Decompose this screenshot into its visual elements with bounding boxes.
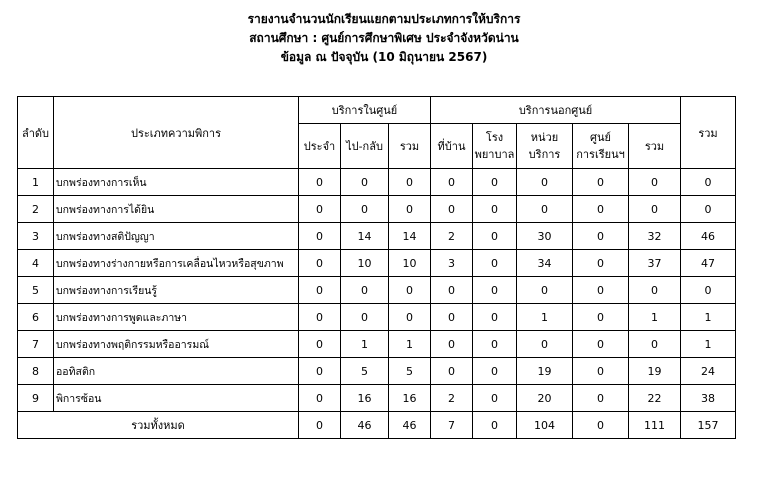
row-service-unit: 0	[517, 331, 573, 358]
row-no: 6	[18, 304, 54, 331]
row-grand-total: 24	[681, 358, 736, 385]
header-hospital: โรง พยาบาล	[473, 124, 517, 169]
report-titles	[0, 10, 768, 67]
table-row	[18, 358, 736, 385]
row-commute: 5	[341, 358, 389, 385]
footer-home: 7	[431, 412, 473, 439]
table-row	[18, 385, 736, 412]
row-learning-center: 0	[573, 358, 629, 385]
row-grand-total: 38	[681, 385, 736, 412]
row-service-unit: 0	[517, 196, 573, 223]
header-home: ที่บ้าน	[431, 124, 473, 169]
row-resident: 0	[299, 277, 341, 304]
table-row	[18, 331, 736, 358]
row-disability-type: บกพร่องทางการเห็น	[54, 169, 299, 196]
footer-out-total: 111	[629, 412, 681, 439]
row-resident: 0	[299, 331, 341, 358]
row-no: 2	[18, 196, 54, 223]
row-learning-center: 0	[573, 385, 629, 412]
footer-grand-total: 157	[681, 412, 736, 439]
row-service-unit: 19	[517, 358, 573, 385]
row-service-unit: 1	[517, 304, 573, 331]
header-in-total: รวม	[389, 124, 431, 169]
row-disability-type: บกพร่องทางการพูดและภาษา	[54, 304, 299, 331]
header-resident: ประจำ	[299, 124, 341, 169]
row-resident: 0	[299, 250, 341, 277]
report-title: รายงานจำนวนนักเรียนแยกตามประเภทการให้บริการ	[247, 12, 521, 26]
footer-row	[18, 412, 736, 439]
row-home: 3	[431, 250, 473, 277]
row-service-unit: 0	[517, 169, 573, 196]
footer-hospital: 0	[473, 412, 517, 439]
row-commute: 0	[341, 304, 389, 331]
student-report-table	[17, 96, 736, 439]
footer-commute: 46	[341, 412, 389, 439]
row-hospital: 0	[473, 250, 517, 277]
row-hospital: 0	[473, 331, 517, 358]
row-resident: 0	[299, 223, 341, 250]
row-service-unit: 34	[517, 250, 573, 277]
row-grand-total: 47	[681, 250, 736, 277]
footer-in-total: 46	[389, 412, 431, 439]
row-disability-type: บกพร่องทางการเรียนรู้	[54, 277, 299, 304]
row-home: 2	[431, 223, 473, 250]
row-resident: 0	[299, 385, 341, 412]
school-name: สถานศึกษา : ศูนย์การศึกษาพิเศษ ประจำจังหวัดน่าน	[249, 31, 519, 45]
row-in-total: 0	[389, 304, 431, 331]
row-in-total: 0	[389, 277, 431, 304]
row-home: 2	[431, 385, 473, 412]
row-hospital: 0	[473, 196, 517, 223]
row-no: 4	[18, 250, 54, 277]
header-learning-center: ศูนย์ การเรียนฯ	[573, 124, 629, 169]
header-out-center-service: บริการนอกศูนย์	[431, 97, 681, 124]
row-out-total: 0	[629, 169, 681, 196]
row-no: 1	[18, 169, 54, 196]
row-learning-center: 0	[573, 169, 629, 196]
row-commute: 10	[341, 250, 389, 277]
row-no: 3	[18, 223, 54, 250]
row-home: 0	[431, 169, 473, 196]
row-grand-total: 0	[681, 196, 736, 223]
header-disability-type: ประเภทความพิการ	[54, 97, 299, 169]
row-out-total: 0	[629, 277, 681, 304]
row-service-unit: 0	[517, 277, 573, 304]
footer-service-unit: 104	[517, 412, 573, 439]
footer-learning-center: 0	[573, 412, 629, 439]
row-commute: 0	[341, 277, 389, 304]
row-disability-type: ออทิสติก	[54, 358, 299, 385]
row-resident: 0	[299, 169, 341, 196]
row-commute: 14	[341, 223, 389, 250]
row-out-total: 22	[629, 385, 681, 412]
row-grand-total: 1	[681, 304, 736, 331]
header-no: ลำดับ	[18, 97, 54, 169]
header-commute: ไป-กลับ	[341, 124, 389, 169]
row-grand-total: 0	[681, 277, 736, 304]
row-out-total: 0	[629, 331, 681, 358]
row-disability-type: บกพร่องทางการได้ยิน	[54, 196, 299, 223]
header-out-total: รวม	[629, 124, 681, 169]
row-hospital: 0	[473, 223, 517, 250]
header-grand-total: รวม	[681, 97, 736, 169]
row-out-total: 37	[629, 250, 681, 277]
table-row	[18, 223, 736, 250]
header-service-unit: หน่วย บริการ	[517, 124, 573, 169]
footer-label: รวมทั้งหมด	[18, 412, 299, 439]
row-in-total: 0	[389, 169, 431, 196]
row-in-total: 10	[389, 250, 431, 277]
row-home: 0	[431, 358, 473, 385]
row-in-total: 16	[389, 385, 431, 412]
row-learning-center: 0	[573, 277, 629, 304]
row-no: 7	[18, 331, 54, 358]
row-disability-type: บกพร่องทางพฤติกรรมหรืออารมณ์	[54, 331, 299, 358]
row-in-total: 5	[389, 358, 431, 385]
row-hospital: 0	[473, 304, 517, 331]
row-resident: 0	[299, 304, 341, 331]
row-resident: 0	[299, 358, 341, 385]
table-row	[18, 169, 736, 196]
row-disability-type: พิการซ้อน	[54, 385, 299, 412]
table-row	[18, 250, 736, 277]
row-no: 9	[18, 385, 54, 412]
table-row	[18, 196, 736, 223]
row-commute: 1	[341, 331, 389, 358]
row-out-total: 0	[629, 196, 681, 223]
row-in-total: 1	[389, 331, 431, 358]
row-hospital: 0	[473, 169, 517, 196]
row-hospital: 0	[473, 358, 517, 385]
row-commute: 0	[341, 196, 389, 223]
row-hospital: 0	[473, 277, 517, 304]
table-row	[18, 304, 736, 331]
row-hospital: 0	[473, 385, 517, 412]
row-disability-type: บกพร่องทางสติปัญญา	[54, 223, 299, 250]
row-resident: 0	[299, 196, 341, 223]
row-grand-total: 46	[681, 223, 736, 250]
table-row	[18, 277, 736, 304]
row-out-total: 1	[629, 304, 681, 331]
data-date: ข้อมูล ณ ปัจจุบัน (10 มิถุนายน 2567)	[280, 50, 488, 64]
row-learning-center: 0	[573, 304, 629, 331]
row-learning-center: 0	[573, 331, 629, 358]
row-home: 0	[431, 196, 473, 223]
row-out-total: 32	[629, 223, 681, 250]
row-home: 0	[431, 331, 473, 358]
row-learning-center: 0	[573, 250, 629, 277]
table-body	[18, 169, 736, 412]
row-no: 5	[18, 277, 54, 304]
row-no: 8	[18, 358, 54, 385]
row-in-total: 0	[389, 196, 431, 223]
header-in-center-service: บริการในศูนย์	[299, 97, 431, 124]
row-out-total: 19	[629, 358, 681, 385]
row-commute: 0	[341, 169, 389, 196]
row-in-total: 14	[389, 223, 431, 250]
row-learning-center: 0	[573, 223, 629, 250]
row-service-unit: 30	[517, 223, 573, 250]
row-grand-total: 1	[681, 331, 736, 358]
row-home: 0	[431, 277, 473, 304]
footer-resident: 0	[299, 412, 341, 439]
row-disability-type: บกพร่องทางร่างกายหรือการเคลื่อนไหวหรือสุขภาพ	[54, 250, 299, 277]
row-service-unit: 20	[517, 385, 573, 412]
row-grand-total: 0	[681, 169, 736, 196]
row-learning-center: 0	[573, 196, 629, 223]
row-commute: 16	[341, 385, 389, 412]
row-home: 0	[431, 304, 473, 331]
